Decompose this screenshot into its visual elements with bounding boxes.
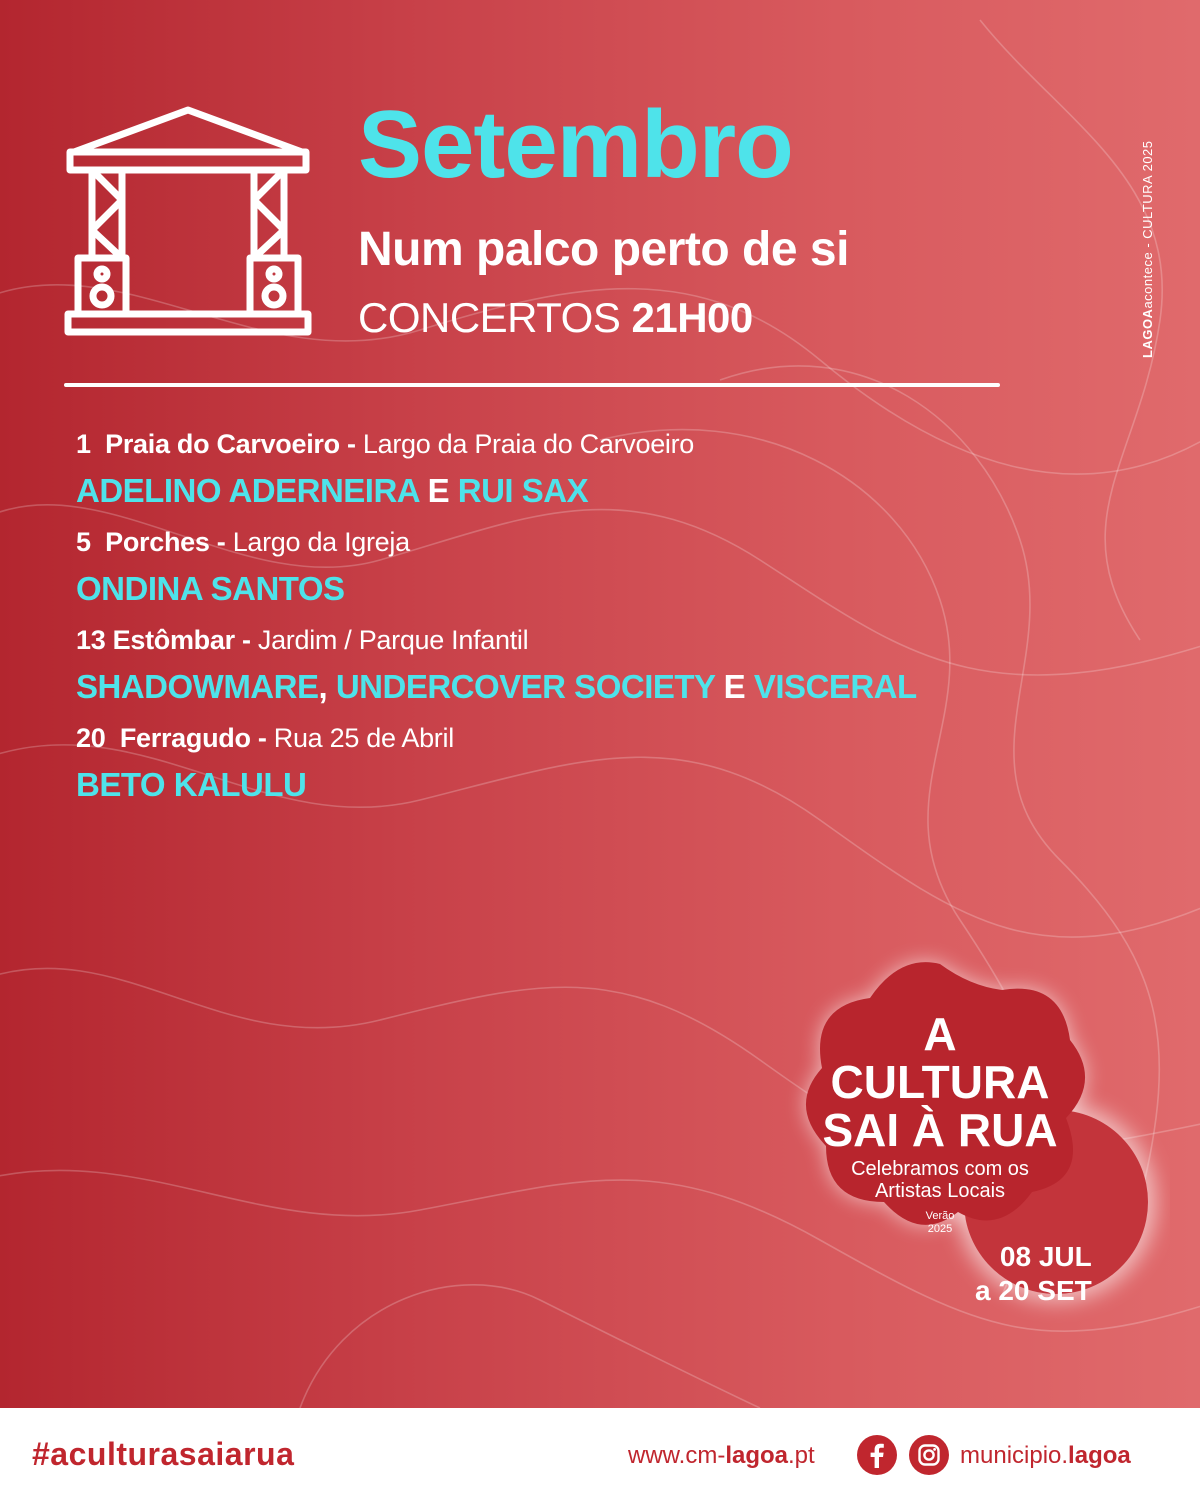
event-artists bbox=[76, 468, 1076, 514]
artist-separator: E bbox=[714, 668, 754, 705]
artist-name: BETO KALULU bbox=[76, 766, 307, 803]
badge-title bbox=[770, 1010, 1110, 1154]
concerts-time-line bbox=[358, 294, 753, 342]
badge-subtitle bbox=[770, 1158, 1110, 1202]
event-place: Porches bbox=[105, 527, 210, 557]
side-brand-regular: acontece bbox=[1140, 251, 1155, 309]
website-suffix: .pt bbox=[788, 1442, 815, 1469]
event-day: 20 bbox=[76, 723, 106, 753]
social-prefix: municipio. bbox=[960, 1442, 1069, 1469]
artist-name: VISCERAL bbox=[753, 668, 917, 705]
footer bbox=[0, 1408, 1200, 1500]
website-link[interactable] bbox=[628, 1442, 815, 1470]
concerts-label: CONCERTOS bbox=[358, 294, 621, 341]
concerts-time: 21H00 bbox=[631, 294, 753, 341]
badge-dates bbox=[975, 1240, 1092, 1308]
month-title: Setembro bbox=[358, 91, 793, 198]
event-day: 13 bbox=[76, 625, 106, 655]
festival-badge bbox=[770, 940, 1170, 1380]
event-location bbox=[76, 426, 1076, 462]
badge-title-line: SAI À RUA bbox=[822, 1104, 1058, 1156]
event-location bbox=[76, 524, 1076, 560]
event-venue: Largo da Igreja bbox=[232, 527, 410, 557]
event-dash: - bbox=[250, 723, 274, 753]
event-venue: Jardim / Parque Infantil bbox=[257, 625, 529, 655]
event-artists bbox=[76, 664, 1076, 710]
badge-subtitle-line: Artistas Locais bbox=[874, 1180, 1006, 1202]
artist-separator: E bbox=[418, 472, 458, 509]
event-venue: Rua 25 de Abril bbox=[273, 723, 454, 753]
event-dash: - bbox=[234, 625, 258, 655]
side-brand-bold: LAGOA bbox=[1140, 308, 1155, 358]
artist-name: ONDINA SANTOS bbox=[76, 570, 345, 607]
artist-name: ADELINO ADERNEIRA bbox=[76, 472, 419, 509]
facebook-icon[interactable] bbox=[857, 1435, 897, 1475]
side-brand-text bbox=[1140, 140, 1155, 358]
side-brand-rest: - CULTURA 2025 bbox=[1140, 140, 1155, 252]
subtitle: Num palco perto de si bbox=[358, 223, 849, 276]
badge-season-line: Verão bbox=[925, 1210, 955, 1222]
event-location bbox=[76, 720, 1076, 756]
event-item bbox=[76, 426, 1076, 514]
event-dash: - bbox=[339, 429, 363, 459]
event-dash: - bbox=[209, 527, 233, 557]
social-bold: lagoa bbox=[1068, 1442, 1131, 1469]
stage-icon bbox=[62, 104, 314, 340]
badge-title-line: A bbox=[923, 1008, 957, 1060]
event-item bbox=[76, 524, 1076, 612]
event-location bbox=[76, 622, 1076, 658]
artist-name: UNDERCOVER SOCIETY bbox=[335, 668, 715, 705]
event-place: Estômbar bbox=[112, 625, 235, 655]
event-day: 1 bbox=[76, 429, 91, 459]
instagram-icon[interactable] bbox=[909, 1435, 949, 1475]
website-prefix: www.cm- bbox=[628, 1442, 726, 1469]
artist-name: RUI SAX bbox=[457, 472, 589, 509]
badge-season bbox=[770, 1210, 1110, 1236]
event-item bbox=[76, 720, 1076, 808]
artist-name: SHADOWMARE bbox=[76, 668, 319, 705]
event-artists bbox=[76, 762, 1076, 808]
event-place: Praia do Carvoeiro bbox=[105, 429, 340, 459]
badge-subtitle-line: Celebramos com os bbox=[851, 1158, 1029, 1180]
badge-season-line: 2025 bbox=[927, 1223, 953, 1235]
event-item bbox=[76, 622, 1076, 710]
badge-date-start: 08 JUL bbox=[999, 1241, 1092, 1272]
event-place: Ferragudo bbox=[119, 723, 251, 753]
events-list bbox=[76, 426, 1076, 818]
artist-separator: , bbox=[318, 668, 336, 705]
badge-text bbox=[770, 1010, 1110, 1236]
event-venue: Largo da Praia do Carvoeiro bbox=[362, 429, 695, 459]
event-day: 5 bbox=[76, 527, 91, 557]
badge-date-end: a 20 SET bbox=[975, 1275, 1092, 1306]
hashtag[interactable]: #aculturasaiarua bbox=[32, 1436, 295, 1472]
badge-title-line: CULTURA bbox=[830, 1056, 1050, 1108]
event-artists bbox=[76, 566, 1076, 612]
social-handle[interactable] bbox=[960, 1442, 1131, 1470]
website-bold: lagoa bbox=[725, 1442, 789, 1469]
divider bbox=[64, 383, 1000, 387]
